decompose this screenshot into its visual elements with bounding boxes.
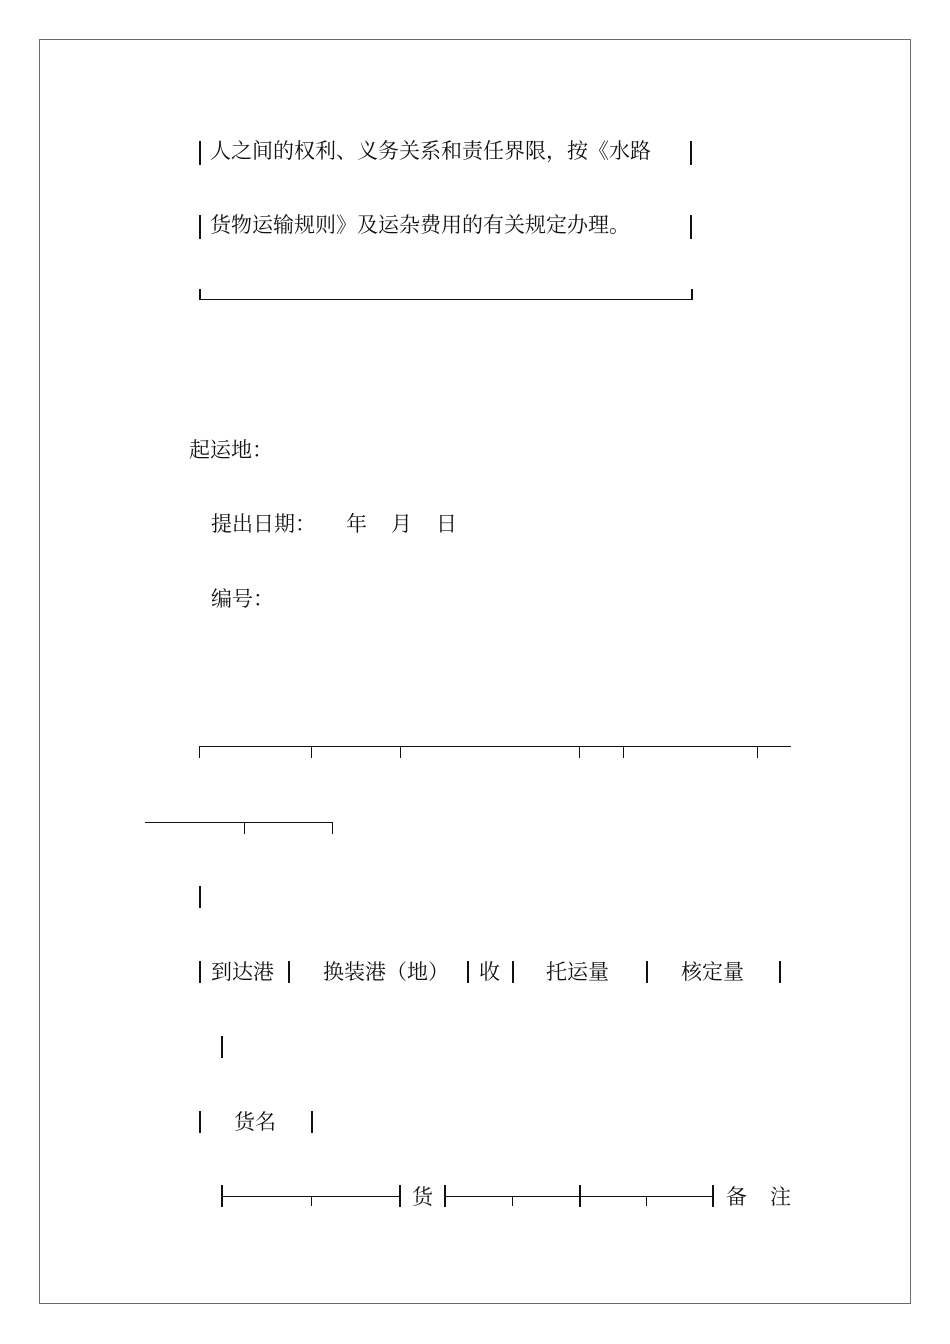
origin-label: 起运地：	[189, 438, 273, 462]
table-column-tick	[757, 746, 758, 758]
table-cell-border	[712, 1185, 714, 1207]
table-cell-border	[399, 1185, 401, 1207]
table-top-border-continued	[145, 822, 333, 823]
table-cell-border	[199, 1111, 201, 1133]
date-month: 月	[391, 512, 412, 536]
date-day: 日	[436, 512, 457, 536]
table-row-divider	[444, 1196, 712, 1197]
notice-line-1: 人之间的权利、义务关系和责任界限，按《水路	[210, 139, 651, 163]
table-column-tick	[623, 746, 624, 758]
table-left-border	[199, 886, 201, 908]
notice-line-2: 货物运输规则》及运杂费用的有关规定办理。	[210, 213, 630, 237]
date-year: 年	[346, 512, 367, 536]
remarks-header-1: 备	[726, 1185, 747, 1209]
table-column-tick	[400, 746, 401, 758]
table-cell-border	[579, 1185, 581, 1207]
table-top-border	[199, 746, 791, 747]
receiver-header: 收	[479, 960, 500, 984]
remarks-header-2: 注	[770, 1185, 791, 1209]
table-cell-border	[311, 1111, 313, 1133]
notice-box-right-border	[690, 215, 692, 239]
table-row-divider	[221, 1196, 399, 1197]
notice-box-left-border	[199, 215, 201, 239]
table-corner	[332, 822, 333, 834]
table-cell-border	[199, 961, 201, 983]
table-cell-border	[646, 961, 648, 983]
number-label: 编号：	[211, 587, 274, 611]
table-column-tick	[311, 1196, 312, 1206]
table-column-tick	[512, 1196, 513, 1206]
notice-box-bottom	[199, 289, 693, 300]
table-column-tick	[646, 1196, 647, 1206]
table-cell-border	[512, 961, 514, 983]
consigned-quantity-header: 托运量	[546, 960, 609, 984]
goods-header-short: 货	[412, 1185, 433, 1209]
transship-port-header: 换装港（地）	[323, 960, 449, 984]
table-cell-border	[467, 961, 469, 983]
table-column-tick	[244, 822, 245, 834]
table-column-tick	[579, 746, 580, 758]
goods-name-header: 货名	[234, 1110, 276, 1134]
table-corner	[199, 746, 200, 758]
verified-quantity-header: 核定量	[681, 960, 744, 984]
arrival-port-header: 到达港	[211, 960, 274, 984]
date-label: 提出日期：	[211, 512, 316, 536]
notice-box-left-border	[199, 141, 201, 165]
table-column-tick	[311, 746, 312, 758]
notice-box-right-border	[690, 141, 692, 165]
table-cell-border	[221, 1036, 223, 1058]
table-cell-border	[779, 961, 781, 983]
table-cell-border	[288, 961, 290, 983]
